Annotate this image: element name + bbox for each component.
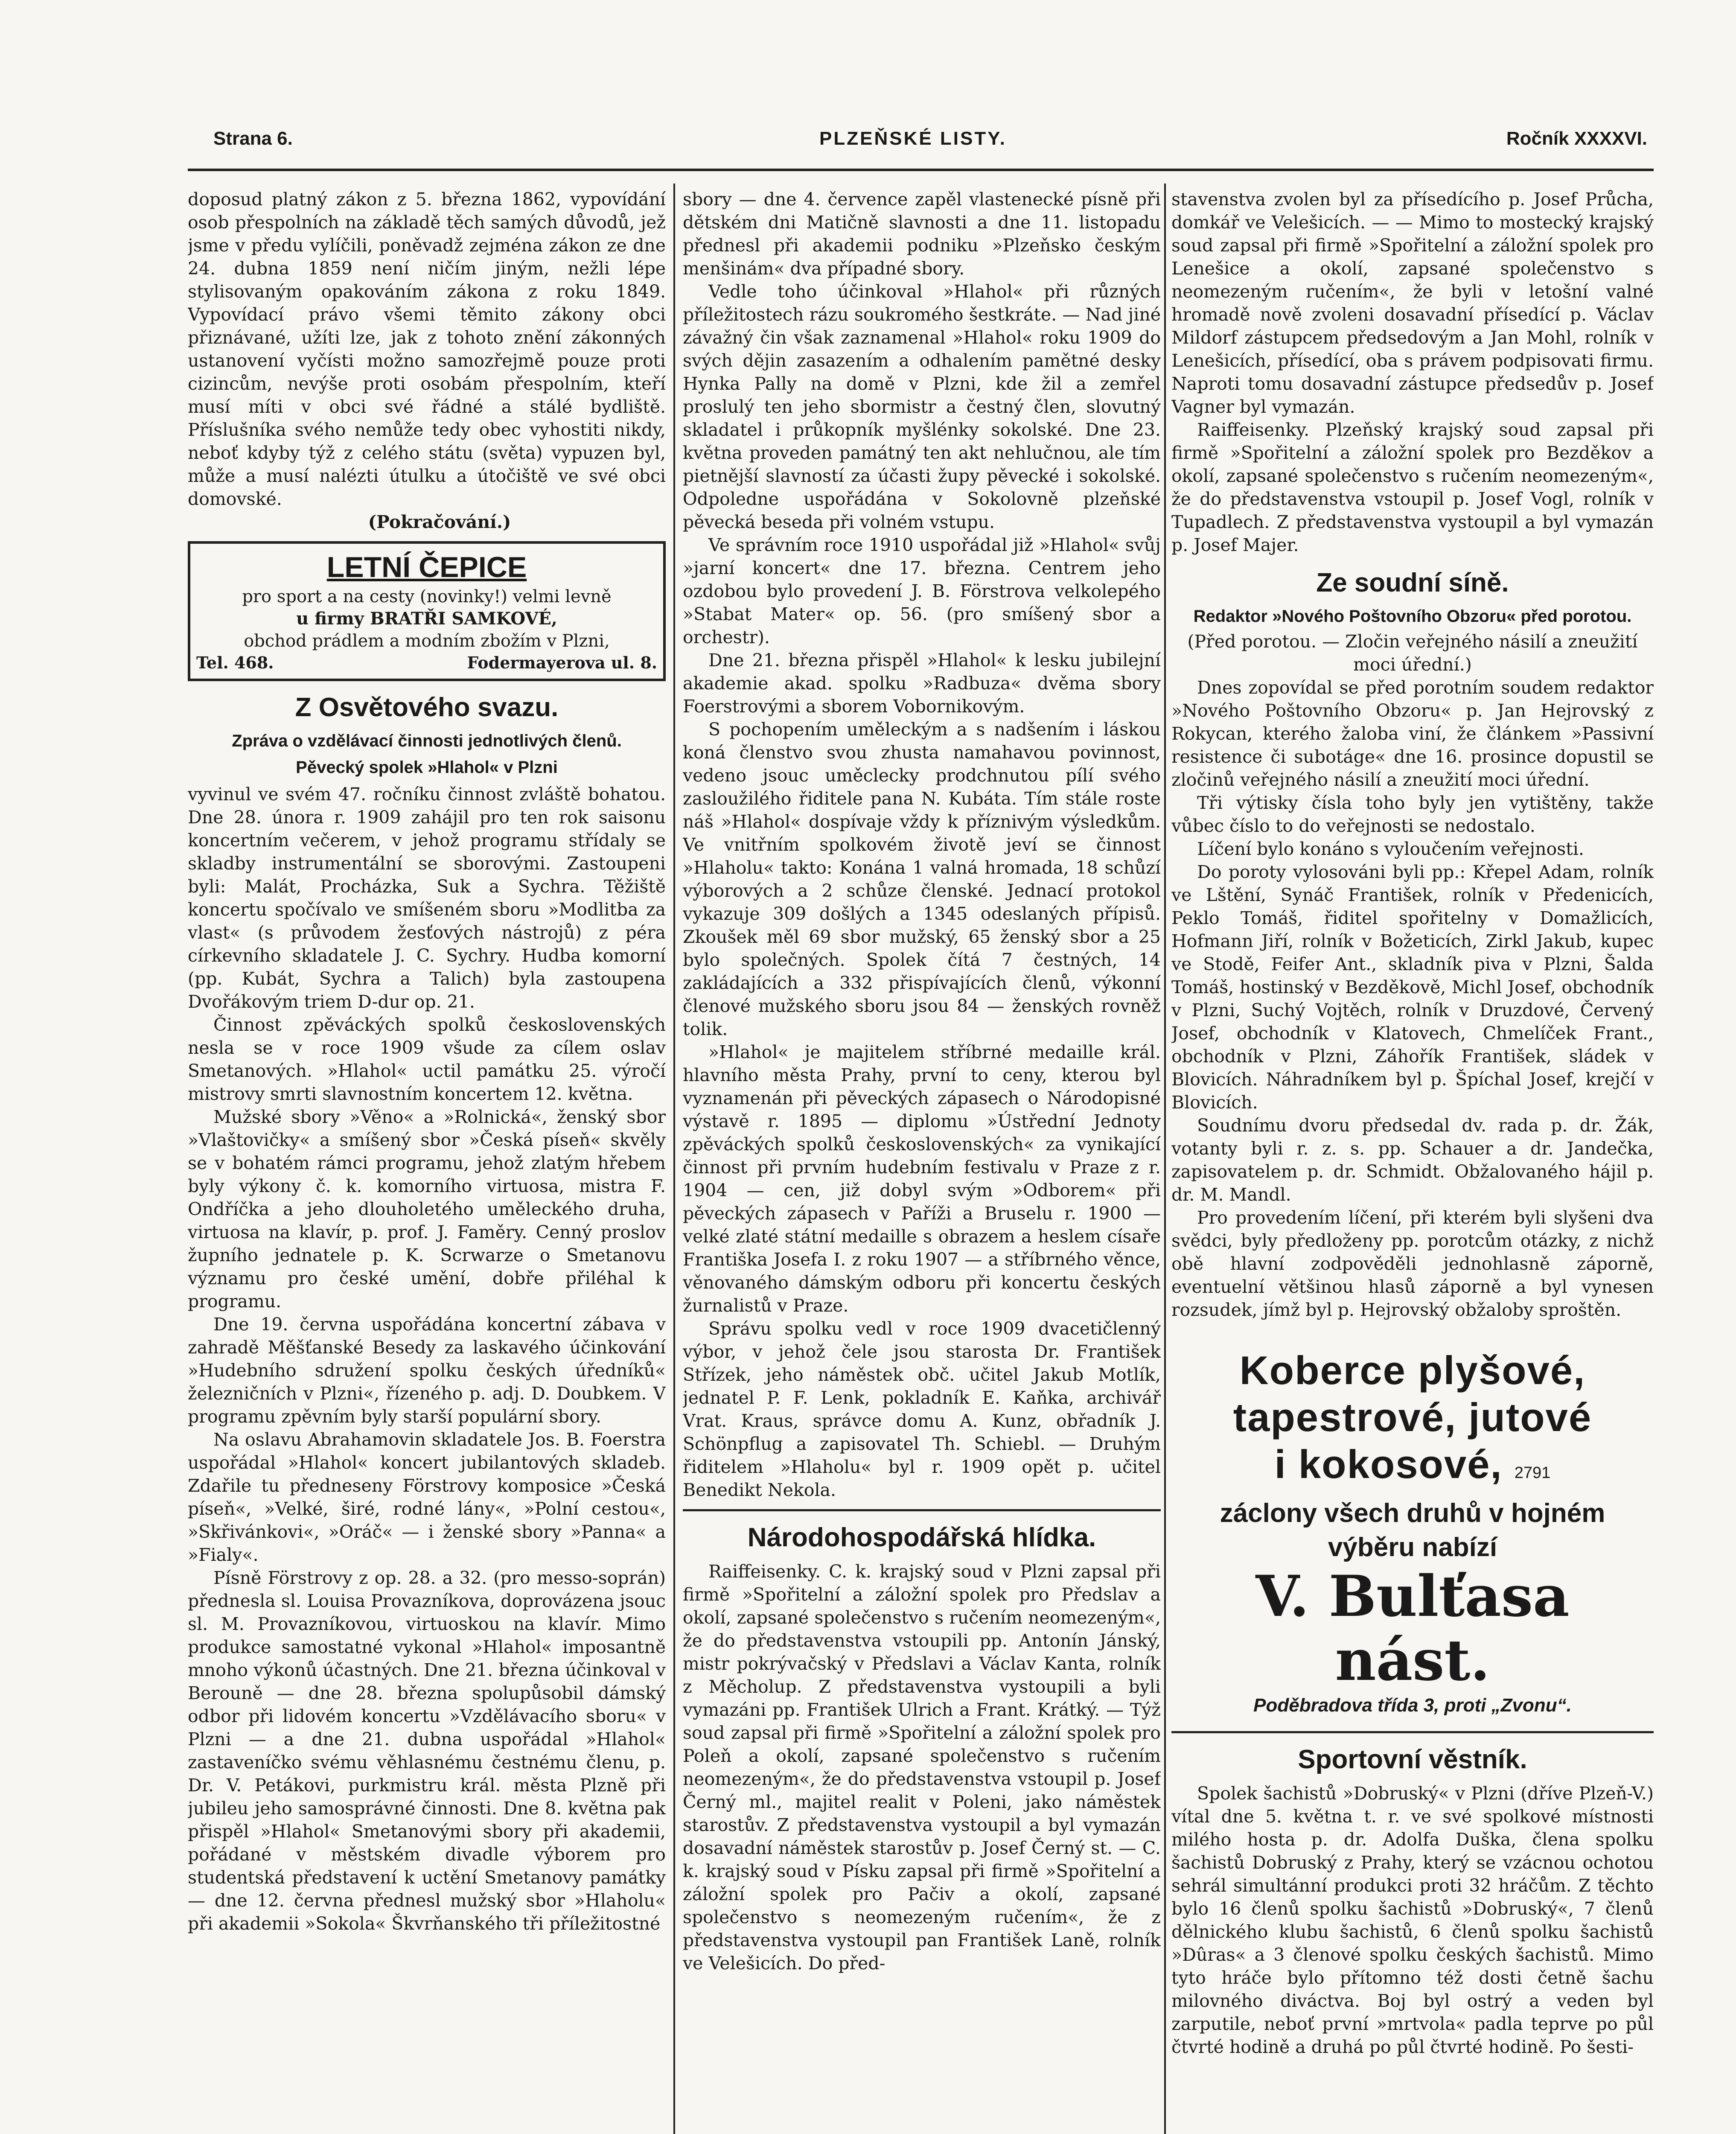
section-heading: Národohospodářská hlídka. — [747, 1523, 1096, 1552]
paragraph: Správu spolku vedl v roce 1909 dvacetičlenný výbor, v jehož čele jsou starosta Dr. František Střízek, jeho náměstek obč. učitel Jakub Motlík, jednatel P. F. Lenk, pokladník E. Kaňka, archivář Vrat. Kraus, správce domu A. Kunz, obřadník J. Schönpflug a zapisovatel Th. Schiebl. — Druhým řiditelem »Hlaholu« byl r. 1909 opět p. učitel Benedikt Nekola. — [683, 1318, 1161, 1500]
paragraph: Dne 19. června uspořádána koncertní zábava v zahradě Měšťanské Besedy za laskavého účinkování »Hudebního sdružení spolku českých úředníků« železničních v Plzni«, řízeného p. adj. D. Doubkem. V programu zpěvním byly starší populární sbory. — [188, 1314, 666, 1427]
article-text: doposud platný zákon z 5. března 1862, vypovídání osob přespolních na základě těch samých důvodů, jež jsme v předu vylíčili, poněvadž zejména zákon ze dne 24. dubna 1859 není ničím jiným, nežli lépe stylisovaným opakováním zákona z roku 1849. Vypovídací právo všemi těmito zákony obci přiznávané, užíti lze, jak z tohoto znění zákonných ustanovení vyčísti možno samozřejmě pouze proti cizincům, nevýše proti osobám přespolním, kteří musí míti v obci své řádné a stálé bydliště. Příslušníka svého nemůže tedy obec vyhostiti nikdy, neboť kdyby týž z celého státu (světa) vypuzen byl, může a musí nalézti útulku a útočiště ve své obci domovské. — [188, 189, 666, 509]
paragraph: Do poroty vylosováni byli pp.: Křepel Adam, rolník ve Lštění, Synáč František, rolník v Předenicích, Peklo Tomáš, řiditel spořitelny v Domažlicích, Hofmann Jiří, rolník v Božeticích, Zirkl Jakub, kupec ve Stodě, Feifer Ant., skladník piva v Plzni, Šalda Tomáš, hostinský v Bezděkově, Michl Josef, obchodník v Plzni, Suchý Vojtěch, rolník v Druzdové, Červený Josef, obchodník v Klatovech, Chmelíček Frant., obchodník v Plzni, Záhořík František, sládek v Blovicích. Náhradníkem byl p. Špíchal Josef, krejčí v Blovicích. — [1171, 862, 1654, 1113]
subheading: Redaktor »Nového Poštovního Obzoru« před porotou. — [1193, 607, 1632, 626]
column-3 — [1171, 188, 1654, 2134]
paragraph: sbory — dne 4. července zapěl vlastenecké písně při dětském dni Matičně slavnosti a dne 11. listopadu přednesl při akademii podniku »Plzeňsko českým menšinám« dva případné sbory. — [683, 189, 1161, 279]
ad-line: i kokosové, 2791 — [1274, 1442, 1551, 1487]
newspaper-title: PLZEŇSKÉ LISTY. — [819, 128, 1007, 149]
subheading: Zpráva o vzdělávací činnosti jednotlivých členů. — [232, 732, 622, 750]
paragraph: Pro provedením líčení, při kterém byli slyšeni dva svědci, byly předloženy pp. porotcům otázky, z nichž obě hlavní zodpověděli jednohlasně záporně, eventuelní většinou hlasů záporně a byl vynesen rozsudek, jímž byl p. Hejrovský obžaloby sproštěn. — [1171, 1207, 1654, 1320]
header-rule — [188, 169, 1654, 171]
advertisement-carpets — [1171, 1347, 1654, 1718]
paragraph: Spolek šachistů »Dobruský« v Plzni (dříve Plzeň-V.) vítal dne 5. května t. r. ve své spolkové místnosti milého hosta p. dr. Adolfa Duška, člena spolku šachistů Dobruský z Prahy, který se vzácnou ochotou sehrál simultánní produkci proti 32 hráčům. Z těchto bylo 16 členů spolku šachistů »Dobruský«, 7 členů dělnického klubu šachistů, 6 členů spolku šachistů »Dûras« a 3 členové spolku českých šachistů. Mimo tyto hráče bylo přítomno též dosti četně šachu milovného diváctva. Boj byl ostrý a veden byl zarputile, neboť první »mrtvola« padla teprve po půl čtvrté hodině a druhá po půl čtvrté hodině. Po šesti- — [1171, 1783, 1654, 2057]
section-heading: Sportovní věstník. — [1298, 1745, 1527, 1774]
ad-line: tapestrové, jutové — [1233, 1395, 1592, 1440]
paragraph: Vedle toho účinkoval »Hlahol« při různých příležitostech rázu soukromého šestkráte. — Nad jiné závažný čin však zaznamenal »Hlahol« roku 1909 do svých dějin zasazením a odhalením pamětné desky Hynka Pally na domě v Plzni, kde žil a zemřel proslulý ten jeho sbormistr a čestný člen, slovutný skladatel i průkopník myšlénky sokolské. Dne 23. května proveden památný ten akt nehlučnou, ale tím pietnější slavností za účasti župy pěvecké i sokolské. Odpoledne uspořádána v Sokolovně plzeňské pěvecká beseda při volném vstupu. — [683, 281, 1161, 532]
column-1 — [188, 188, 666, 2134]
paragraph: S pochopením uměleckým a s nadšením i láskou koná členstvo svou zhusta namahavou povinnost, vedeno jsouc uměclecky prodchnutou pílí svého zasloužilého řiditele pana N. Kubáta. Tím stále roste náš »Hlahol« dospívaje vždy k příznivým výsledkům. Ve vnitřním spolkovém životě jeví se činnost »Hlaholu« takto: Konána 1 valná hromada, 18 schůzí výborových a 2 schůze členské. Jednací protokol vykazuje 309 došlých a 1345 odeslaných přípisů. Zkoušek měl 69 sbor mužský, 65 ženský sbor a 25 bylo společných. Spolek čítá 7 čestných, 14 zakládajících a 332 přispívajících členů, výkonní členové mužského sboru jsou 84 — ženských rovněž tolik. — [683, 719, 1161, 1039]
paragraph: Dne 21. března přispěl »Hlahol« k lesku jubilejní akademie akad. spolku »Radbuza« dvěma sbory Foerstrovými a sborem Vobornikovým. — [683, 650, 1161, 717]
paragraph: Raiffeisenky. Plzeňský krajský soud zapsal při firmě »Spořitelní a záložní spolek pro Bezděkov a okolí, zapsané společenstvo s ručením neomezeným«, že do představenstva vstoupil p. Josef Vogl, rolník v Tupadlech. Z představenstva vystoupil a byl vymazán p. Josef Majer. — [1171, 420, 1654, 555]
section-rule — [1171, 1731, 1654, 1733]
paragraph: Dnes zopovídal se před porotním soudem redaktor »Nového Poštovního Obzoru« p. Jan Hejrovský z Rokycan, kterého žaloba viní, že článkem »Passivní resistence či subotáge« dne 16. prosince dopustil se zločinů veřejného násilí a zneužití moci úřední. — [1171, 677, 1654, 790]
ad-number: 2791 — [1514, 1464, 1551, 1482]
ad-address: Poděbradova třída 3, proti „Zvonu“. — [1253, 1695, 1572, 1716]
paragraph: Soudnímu dvoru předsedal dv. rada p. dr. Žák, votanty byli r. z. s. pp. Schauer a dr. Jandečka, zapisovatelem p. dr. Schmidt. Obžalovaného hájil p. dr. M. Mandl. — [1171, 1115, 1654, 1205]
ad-contact — [196, 652, 657, 673]
column-divider-1 — [673, 184, 675, 2134]
subheading: Pěvecký spolek »Hlahol« v Plzni — [296, 758, 558, 777]
continued-note: (Pokračování.) — [368, 512, 511, 532]
paragraph: stavenstva zvolen byl za přísedícího p. Josef Průcha, domkář ve Velešicích. — — Mimo to mostecký krajský soud zapsal při firmě »Spořitelní a záložní spolek pro Lenešice a okolí, zapsané společenstvo s neomezeným ručením«, že byli v letošní valné hromadě nově zvoleni dosavadní přísedící p. Václav Mildorf zástupcem předsedovým a Jan Mohl, rolník v Lenešicích, přísedící, oba s právem podpisovati firmu. Naproti tomu dosavadní zástupce předsedův p. Josef Vagner byl vymazán. — [1171, 189, 1654, 417]
ad-line: záclony všech druhů v hojném — [1220, 1498, 1605, 1528]
paragraph: Mužské sbory »Věno« a »Rolnická«, ženský sbor »Vlaštovičky« a smíšený sbor »Česká píseň« skvěly se v bohatém rámci programu, jehož zlatým hřebem byly výkony č. k. komorního virtuosa, mistra F. Ondříčka a jeho dlouholetého uměleckého druha, virtuosa na klavír, p. prof. J. Faměry. Cenný proslov župního jednatele p. K. Scrwarze o Smetanovu významu pro české umění, dobře přiléhal k programu. — [188, 1107, 666, 1312]
ad-line: pro sport a na cesty (novinky!) velmi levně — [242, 587, 612, 606]
page-number: Strana 6. — [213, 128, 293, 149]
ad-line: výběru nabízí — [1328, 1533, 1497, 1562]
section-rule — [683, 1509, 1161, 1511]
advertisement-caps — [188, 541, 666, 681]
paragraph: Písně Förstrovy z op. 28. a 32. (pro messo-soprán) přednesla sl. Louisa Provazníkova, doprovázena jsouc sl. M. Provazníkovou, virtuoskou na klavír. Mimo produkce samostatné vykonal »Hlahol« imposantně mnoho výkonů účastných. Dne 21. března účinkoval v Berouně — dne 28. března spolupůsobil dámský odbor při lidovém koncertu »Vzdělávacího sboru« v Plzni — a dne 21. dubna uspořádal »Hlahol« zastaveníčko svému věhlasnému čestnému členu, p. Dr. V. Petákovi, purkmistru král. města Plzně při jubileu jeho samosprávné činnosti. Dne 8. května pak přispěl »Hlahol« Smetanovými sbory při akademii, pořádané v městském divadle výborem pro studentská představení k uctění Smetanovy památky — dne 12. června přednesl mužský sbor »Hlaholu« při akademii »Sokola« Škvrňanského tři příležitostné — [188, 1568, 666, 1934]
ad-line: Koberce plyšové, — [1239, 1348, 1586, 1393]
ad-title: LETNÍ ČEPICE — [326, 551, 527, 583]
paragraph: vyvinul ve svém 47. ročníku činnost zvláště bohatou. Dne 28. února r. 1909 zahájil pro ten rok saisonu koncertním večerem, v jehož programu střídaly se skladby instrumentální se sborovými. Zastoupeni byli: Malát, Procházka, Suk a Sychra. Těžiště koncertu spočívalo ve smíšeném sboru »Modlitba za vlast« (s průvodem žesťových nástrojů) z péra církevního skladatele J. C. Sychry. Hudba komorní (pp. Kubát, Sychra a Talich) byla zastoupena Dvořákovým triem D-dur op. 21. — [188, 784, 666, 1012]
ad-address: Fodermayerova ul. 8. — [467, 653, 657, 672]
paragraph: Na oslavu Abrahamovin skladatele Jos. B. Foerstra uspořádal »Hlahol« koncert jubilantových skladeb. Zdařile tu předneseny Förstrovy komposice »Česká píseň«, »Velké, širé, rodné lány«, »Polní cestou«, »Skřivánkovi«, »Oráč« — i ženské sbory »Panna« a »Fialy«. — [188, 1429, 666, 1565]
volume-number: Ročník XXXXVI. — [1506, 128, 1647, 149]
ad-firm-name: V. Bulťasa nást. — [1255, 1563, 1570, 1694]
paragraph: Činnost zpěváckých spolků československých nesla se v roce 1909 všude za cílem oslav Smetanových. »Hlahol« uctil památku 25. výročí mistrovy smrti slavnostním koncertem 12. května. — [188, 1015, 666, 1104]
page-header — [213, 128, 1647, 158]
ad-line: u firmy BRATŘI SAMKOVÉ, — [296, 609, 557, 629]
ad-phone: Tel. 468. — [196, 653, 274, 672]
paragraph: Ve správním roce 1910 uspořádal již »Hlahol« svůj »jarní koncert« dne 17. března. Centrem jeho ozdobou bylo provedení J. B. Förstrova velkolepého »Stabat Mater« op. 56. (pro smíšený sbor a orchestr). — [683, 535, 1161, 647]
section-heading: Z Osvětového svazu. — [295, 693, 559, 722]
paragraph: Líčení bylo konáno s vyloučením veřejnosti. — [1197, 839, 1584, 859]
paragraph: (Před porotou. — Zločin veřejného násilí a zneužití moci úřední.) — [1187, 631, 1638, 675]
paragraph: Tři výtisky čísla toho byly jen vytištěny, takže vůbec číslo to do veřejnosti se nedostalo. — [1171, 793, 1654, 836]
paragraph: »Hlahol« je majitelem stříbrné medaille král. hlavního města Prahy, první to ceny, kterou byl vyznamenán při pěveckých zápasech o Národopisné výstavě r. 1895 — diplomu »Ústřední Jednoty zpěváckých spolků československých« za vynikající činnost při prvním hudebním festivalu v Praze z r. 1904 — cen, již dobyl svým »Odborem« při pěveckých zápasech v Paříži a Bruselu r. 1900 — velké zlaté státní medaille s obrazem a heslem císaře Františka Josefa I. z roku 1907 — a stříbrného věnce, věnovaného dámským odboru při koncertu českých žurnalistů v Praze. — [683, 1042, 1161, 1316]
column-2 — [683, 188, 1161, 2134]
ad-line: obchod prádlem a modním zbožím v Plzni, — [244, 631, 610, 651]
column-divider-2 — [1164, 184, 1166, 2134]
section-heading: Ze soudní síně. — [1316, 568, 1509, 598]
paragraph: Raiffeisenky. C. k. krajský soud v Plzni zapsal při firmě »Spořitelní a záložní spolek pro Předslav a okolí, zapsané společenstvo s ručením neomezeným«, že do představenstva vstoupili pp. Antonín Jánský, mistr pokrývačský v Předslavi a Václav Kanta, rolník z Měcholup. Z představenstva vystoupili a byli vymazáni pp. František Ulrich a Frant. Krátký. — Týž soud zapsal při firmě »Spořitelní a záložní spolek pro Poleň a okolí, zapsané společenstvo s ručením neomezeným«, že do představenstva vstoupil p. Josef Černý ml., majitel realit v Poleni, jako náměstek starostův. Z představenstva vystoupil a byl vymazán dosavadní náměstek starostův p. Josef Černý st. — C. k. krajský soud v Písku zapsal při firmě »Spořitelní a záložní spolek pro Pačiv a okolí, zapsané společenstvo s neomezeným ručením«, že z představenstva vystoupil pan František Laně, rolník ve Velešicích. Do před- — [683, 1561, 1161, 1974]
